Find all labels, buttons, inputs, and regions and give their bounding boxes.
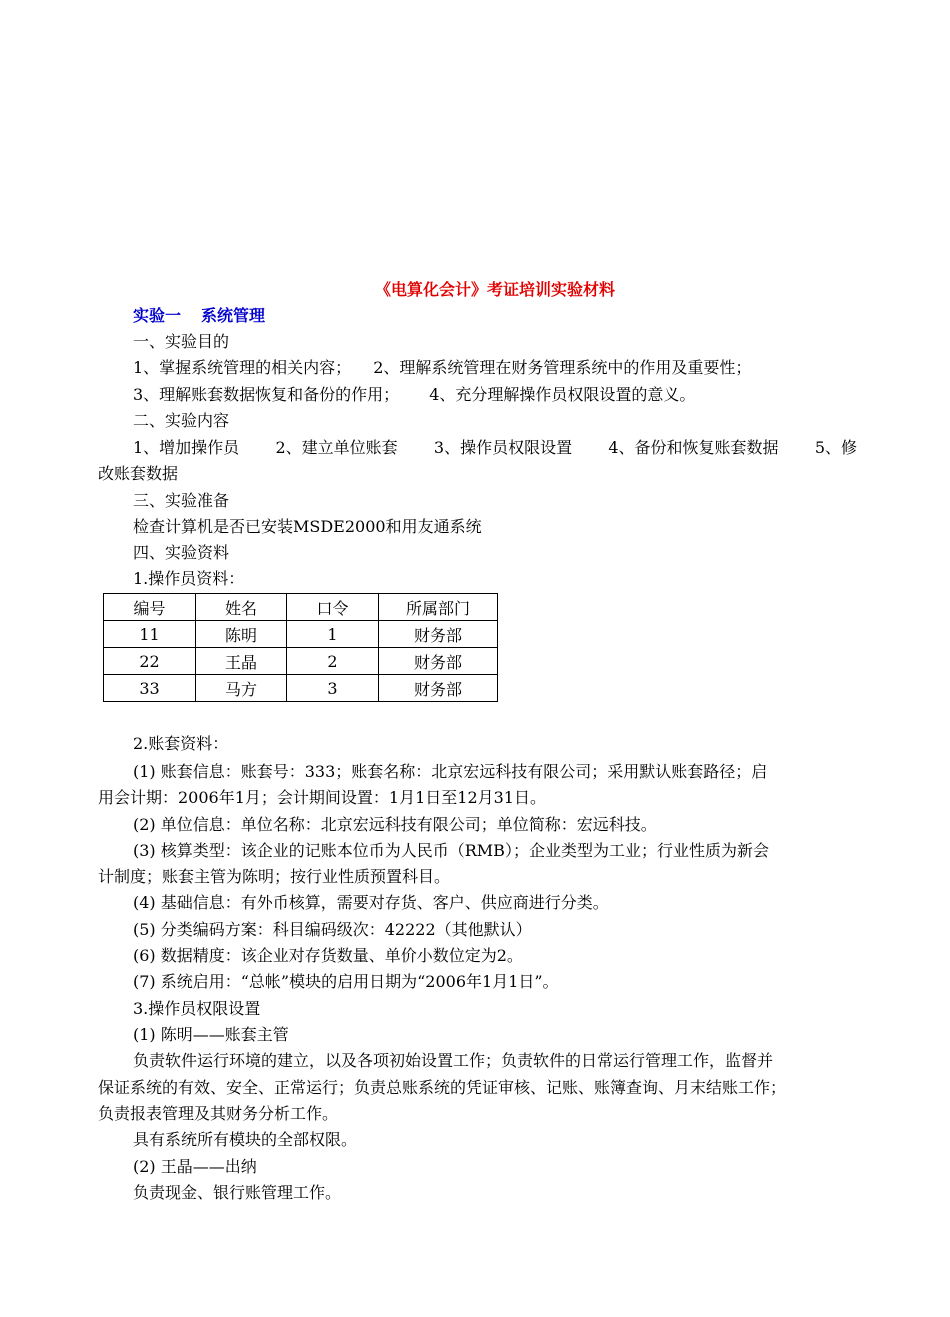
table-cell: 陈明 (196, 621, 287, 648)
permissions-heading: 3.操作员权限设置 (133, 999, 261, 1018)
purpose-line-2 (133, 384, 695, 406)
table-cell: 2 (287, 648, 379, 675)
account-para-7: (7) 系统启用：“总帐”模块的启用日期为“2006年1月1日”。 (133, 972, 559, 991)
experiment-label: 实验一 (133, 306, 182, 325)
table-cell: 3 (287, 675, 379, 702)
account-para-1-line-2: 用会计期：2006年1月；会计期间设置：1月1日至12月31日。 (98, 788, 546, 807)
table-cell: 马方 (196, 675, 287, 702)
table-cell: 1 (287, 621, 379, 648)
operators-heading: 1.操作员资料： (133, 569, 245, 588)
account-para-3-line-2: 计制度；账套主管为陈明；按行业性质预置科目。 (98, 867, 451, 886)
prep-text: 检查计算机是否已安装MSDE2000和用友通系统 (133, 517, 482, 536)
table-cell: 22 (104, 648, 196, 675)
content-item: 3、操作员权限设置 (433, 438, 573, 457)
account-set-heading: 2.账套资料： (133, 734, 229, 753)
experiment-name: 系统管理 (201, 306, 266, 325)
table-cell: 财务部 (379, 675, 498, 702)
content-item: 4、备份和恢复账套数据 (608, 438, 779, 457)
table-row (104, 621, 498, 648)
account-para-3-line-1: (3) 核算类型：该企业的记账本位币为人民币（RMB）；企业类型为工业；行业性质为新会 (133, 841, 769, 860)
permission-1-title: (1) 陈明——账套主管 (133, 1025, 289, 1044)
permission-2-line-1: 负责现金、银行账管理工作。 (133, 1183, 342, 1202)
table-row (104, 648, 498, 675)
content-item: 2、建立单位账套 (275, 438, 398, 457)
account-para-1-line-1: (1) 账套信息：账套号：333；账套名称：北京宏远科技有限公司；采用默认账套路径；启 (133, 762, 768, 781)
content-items-line (133, 437, 857, 459)
permission-1-line-2: 保证系统的有效、安全、正常运行；负责总账系统的凭证审核、记账、账簿查询、月末结账工作； (98, 1078, 787, 1097)
table-cell: 11 (104, 621, 196, 648)
section-heading-content: 二、实验内容 (133, 411, 230, 430)
operators-table (103, 593, 498, 702)
content-item: 5、修 (814, 438, 857, 457)
section-heading-materials: 四、实验资料 (133, 543, 230, 562)
account-para-6: (6) 数据精度：该企业对存货数量、单价小数位定为2。 (133, 946, 523, 965)
purpose-line-1 (133, 357, 751, 379)
table-cell: 财务部 (379, 648, 498, 675)
table-header-cell: 所属部门 (379, 594, 498, 621)
table-cell: 33 (104, 675, 196, 702)
account-para-5: (5) 分类编码方案：科目编码级次：42222（其他默认） (133, 920, 532, 939)
permission-1-line-4: 具有系统所有模块的全部权限。 (133, 1130, 358, 1149)
document-title: 《电算化会计》考证培训实验材料 (374, 280, 615, 299)
table-header-row (104, 594, 498, 621)
content-item: 1、增加操作员 (133, 438, 240, 457)
table-header-cell: 编号 (104, 594, 196, 621)
purpose-item-2: 2、理解系统管理在财务管理系统中的作用及重要性； (373, 358, 752, 377)
section-heading-prep: 三、实验准备 (133, 491, 230, 510)
experiment-heading (133, 305, 265, 327)
section-heading-purpose: 一、实验目的 (133, 332, 230, 351)
purpose-item-3: 3、理解账套数据恢复和备份的作用； (133, 385, 400, 404)
purpose-item-1: 1、掌握系统管理的相关内容； (133, 358, 352, 377)
table-header-cell: 口令 (287, 594, 379, 621)
permission-2-title: (2) 王晶——出纳 (133, 1157, 257, 1176)
table-header-cell: 姓名 (196, 594, 287, 621)
table-cell: 王晶 (196, 648, 287, 675)
content-items-continued: 改账套数据 (98, 464, 179, 483)
account-para-2: (2) 单位信息：单位名称：北京宏远科技有限公司；单位简称：宏远科技。 (133, 815, 657, 834)
permission-1-line-3: 负责报表管理及其财务分析工作。 (98, 1104, 339, 1123)
account-para-4: (4) 基础信息：有外币核算，需要对存货、客户、供应商进行分类。 (133, 893, 609, 912)
table-cell: 财务部 (379, 621, 498, 648)
purpose-item-4: 4、充分理解操作员权限设置的意义。 (429, 385, 696, 404)
permission-1-line-1: 负责软件运行环境的建立，以及各项初始设置工作；负责软件的日常运行管理工作，监督并 (133, 1051, 774, 1070)
table-row (104, 675, 498, 702)
